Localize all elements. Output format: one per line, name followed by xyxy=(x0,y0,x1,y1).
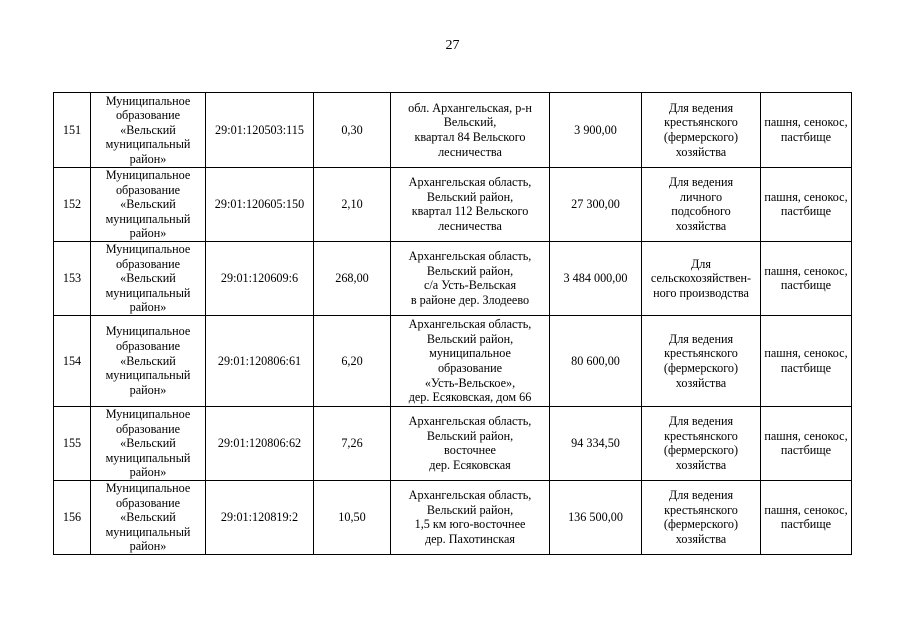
land-type-cell: пашня, сенокос, пастбище xyxy=(761,406,852,480)
holder-cell: Муниципальное образование «Вельский муниципальный район» xyxy=(91,480,206,554)
cadastral-value-cell: 3 484 000,00 xyxy=(550,241,642,315)
table-row xyxy=(54,315,852,406)
address-cell: Архангельская область, Вельский район, квартал 112 Вельского лесничества xyxy=(391,168,550,242)
area-cell: 268,00 xyxy=(314,241,391,315)
cadastral-value-cell: 3 900,00 xyxy=(550,93,642,168)
cadastral-value-cell: 80 600,00 xyxy=(550,315,642,406)
address-cell: Архангельская область, Вельский район, 1,5 км юго-восточнее дер. Пахотинская xyxy=(391,480,550,554)
cadastral-value-cell: 27 300,00 xyxy=(550,168,642,242)
table-row xyxy=(54,480,852,554)
permitted-use-cell: Для ведения личного подсобного хозяйства xyxy=(642,168,761,242)
land-type-cell: пашня, сенокос, пастбище xyxy=(761,315,852,406)
row-number-cell: 152 xyxy=(54,168,91,242)
area-cell: 10,50 xyxy=(314,480,391,554)
holder-cell: Муниципальное образование «Вельский муниципальный район» xyxy=(91,168,206,242)
row-number-cell: 156 xyxy=(54,480,91,554)
land-type-cell: пашня, сенокос, пастбище xyxy=(761,168,852,242)
land-type-cell: пашня, сенокос, пастбище xyxy=(761,480,852,554)
row-number-cell: 154 xyxy=(54,315,91,406)
table-row xyxy=(54,168,852,242)
permitted-use-cell: Для ведения крестьянского (фермерского) хозяйства xyxy=(642,406,761,480)
holder-cell: Муниципальное образование «Вельский муниципальный район» xyxy=(91,93,206,168)
land-type-cell: пашня, сенокос, пастбище xyxy=(761,241,852,315)
permitted-use-cell: Для ведения крестьянского (фермерского) хозяйства xyxy=(642,93,761,168)
land-plots-table xyxy=(53,92,852,555)
cadastral-number-cell: 29:01:120605:150 xyxy=(206,168,314,242)
row-number-cell: 153 xyxy=(54,241,91,315)
address-cell: обл. Архангельская, р-н Вельский, квартал 84 Вельского лесничества xyxy=(391,93,550,168)
table-row xyxy=(54,241,852,315)
permitted-use-cell: Для сельскохозяйствен- ного производства xyxy=(642,241,761,315)
table-row xyxy=(54,406,852,480)
page-number: 27 xyxy=(445,38,460,53)
area-cell: 0,30 xyxy=(314,93,391,168)
holder-cell: Муниципальное образование «Вельский муниципальный район» xyxy=(91,406,206,480)
cadastral-number-cell: 29:01:120609:6 xyxy=(206,241,314,315)
address-cell: Архангельская область, Вельский район, с/а Усть-Вельская в районе дер. Злодеево xyxy=(391,241,550,315)
cadastral-number-cell: 29:01:120819:2 xyxy=(206,480,314,554)
row-number-cell: 155 xyxy=(54,406,91,480)
holder-cell: Муниципальное образование «Вельский муниципальный район» xyxy=(91,315,206,406)
area-cell: 2,10 xyxy=(314,168,391,242)
address-cell: Архангельская область, Вельский район, муниципальное образование «Усть-Вельское», дер. Есяковская, дом 66 xyxy=(391,315,550,406)
cadastral-number-cell: 29:01:120503:115 xyxy=(206,93,314,168)
cadastral-number-cell: 29:01:120806:62 xyxy=(206,406,314,480)
area-cell: 6,20 xyxy=(314,315,391,406)
permitted-use-cell: Для ведения крестьянского (фермерского) хозяйства xyxy=(642,315,761,406)
address-cell: Архангельская область, Вельский район, восточнее дер. Есяковская xyxy=(391,406,550,480)
table-row xyxy=(54,93,852,168)
row-number-cell: 151 xyxy=(54,93,91,168)
land-type-cell: пашня, сенокос, пастбище xyxy=(761,93,852,168)
permitted-use-cell: Для ведения крестьянского (фермерского) хозяйства xyxy=(642,480,761,554)
holder-cell: Муниципальное образование «Вельский муниципальный район» xyxy=(91,241,206,315)
area-cell: 7,26 xyxy=(314,406,391,480)
cadastral-value-cell: 94 334,50 xyxy=(550,406,642,480)
cadastral-number-cell: 29:01:120806:61 xyxy=(206,315,314,406)
cadastral-value-cell: 136 500,00 xyxy=(550,480,642,554)
